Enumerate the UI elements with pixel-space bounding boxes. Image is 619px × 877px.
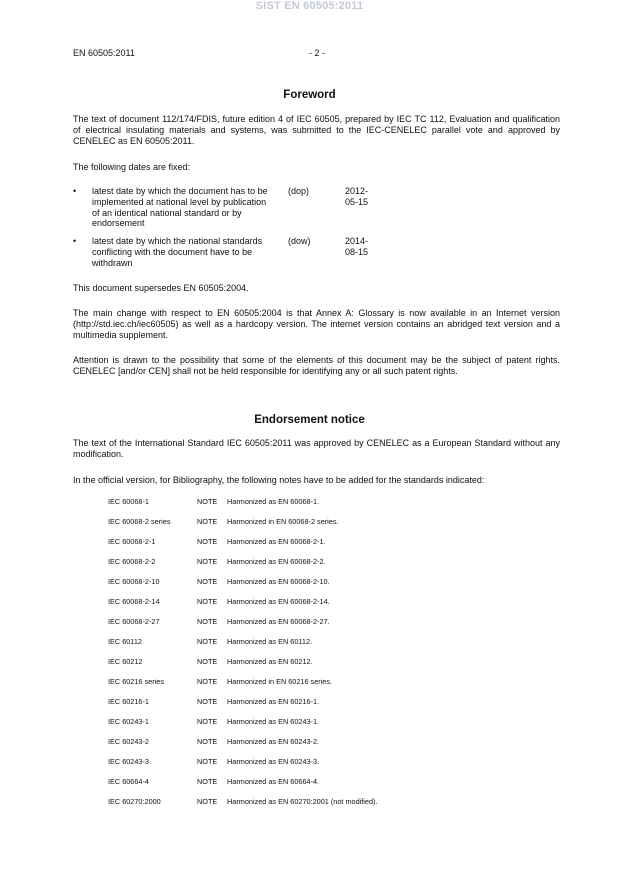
note-text: Harmonized as EN 60068-2-1. xyxy=(227,537,326,546)
note-label: NOTE xyxy=(197,737,218,746)
foreword-paragraph-2: The following dates are fixed: xyxy=(73,162,191,172)
note-text: Harmonized as EN 60068-2-2. xyxy=(227,557,326,566)
foreword-paragraph-4: The main change with respect to EN 60505:2004 is that Annex A: Glossary is now available in an Internet version (http://std.iec.ch/iec60505) as well as a hardcopy version. The internet version contains an abridged text version and a multimedia supplement. xyxy=(73,308,560,340)
endorsement-paragraph-2: In the official version, for Bibliography, the following notes have to be added for the standards indicated: xyxy=(73,475,485,485)
note-label: NOTE xyxy=(197,757,218,766)
header-doc-id: EN 60505:2011 xyxy=(73,48,135,58)
note-text: Harmonized as EN 60243-3. xyxy=(227,757,320,766)
note-label: NOTE xyxy=(197,497,218,506)
foreword-paragraph-5: Attention is drawn to the possibility that some of the elements of this document may be the subject of patent rights. CENELEC [and/or CEN] shall not be held responsible for identifying any or all such patent rights. xyxy=(73,355,560,376)
note-label: NOTE xyxy=(197,697,218,706)
bullet-marker: • xyxy=(73,186,77,196)
note-label: NOTE xyxy=(197,777,218,786)
date-item-text: latest date by which the document has to be implemented at national level by publication of an identical national standard or by endorsement xyxy=(92,186,268,229)
note-text: Harmonized as EN 60068-2-10. xyxy=(227,577,330,586)
note-text: Harmonized as EN 60243-2. xyxy=(227,737,320,746)
note-standard: IEC 60068-2-1 xyxy=(108,537,156,546)
note-label: NOTE xyxy=(197,537,218,546)
note-standard: IEC 60068-1 xyxy=(108,497,149,506)
date-item-date: 2014-08-15 xyxy=(345,236,369,257)
note-label: NOTE xyxy=(197,577,218,586)
watermark: SIST EN 60505:2011 xyxy=(255,0,364,12)
note-standard: IEC 60216 series xyxy=(108,677,164,686)
note-text: Harmonized as EN 60212. xyxy=(227,657,313,666)
date-item-text: latest date by which the national standards conflicting with the document have to be withdrawn xyxy=(92,236,263,268)
note-standard: IEC 60270:2000 xyxy=(108,797,161,806)
note-text: Harmonized in EN 60068-2 series. xyxy=(227,517,339,526)
note-text: Harmonized as EN 60664-4. xyxy=(227,777,320,786)
endorsement-title: Endorsement notice xyxy=(254,414,365,426)
note-text: Harmonized as EN 60270:2001 (not modified). xyxy=(227,797,378,806)
endorsement-paragraph-1: The text of the International Standard IEC 60505:2011 was approved by CENELEC as a European Standard without any modification. xyxy=(73,438,560,459)
note-standard: IEC 60068-2 series xyxy=(108,517,171,526)
note-label: NOTE xyxy=(197,637,218,646)
note-standard: IEC 60243-2 xyxy=(108,737,149,746)
note-standard: IEC 60212 xyxy=(108,657,143,666)
note-text: Harmonized in EN 60216 series. xyxy=(227,677,333,686)
note-standard: IEC 60112 xyxy=(108,637,142,646)
foreword-title: Foreword xyxy=(283,89,336,101)
foreword-paragraph-3: This document supersedes EN 60505:2004. xyxy=(73,283,249,293)
note-standard: IEC 60664-4 xyxy=(108,777,149,786)
note-label: NOTE xyxy=(197,597,218,606)
note-label: NOTE xyxy=(197,557,218,566)
note-label: NOTE xyxy=(197,617,218,626)
note-standard: IEC 60243-3 xyxy=(108,757,149,766)
date-item-date: 2012-05-15 xyxy=(345,186,369,207)
note-text: Harmonized as EN 60216-1. xyxy=(227,697,320,706)
note-standard: IEC 60068-2-2 xyxy=(108,557,156,566)
note-label: NOTE xyxy=(197,797,218,806)
note-standard: IEC 60068-2-27 xyxy=(108,617,160,626)
note-label: NOTE xyxy=(197,677,218,686)
foreword-paragraph-1: The text of document 112/174/FDIS, future edition 4 of IEC 60505, prepared by IEC TC 112, Evaluation and qualification of electrical insulating materials and systems, was submitted to the IEC-CENELEC parallel vote and approved by CENELEC as EN 60505:2011. xyxy=(73,114,560,146)
date-item-code: (dow) xyxy=(288,236,311,246)
note-text: Harmonized as EN 60068-2-14. xyxy=(227,597,330,606)
note-label: NOTE xyxy=(197,657,218,666)
note-text: Harmonized as EN 60068-1. xyxy=(227,497,320,506)
note-standard: IEC 60216-1 xyxy=(108,697,149,706)
bullet-marker: • xyxy=(73,236,77,246)
note-label: NOTE xyxy=(197,517,218,526)
note-text: Harmonized as EN 60112. xyxy=(227,637,313,646)
note-text: Harmonized as EN 60068-2-27. xyxy=(227,617,330,626)
note-text: Harmonized as EN 60243-1. xyxy=(227,717,320,726)
note-standard: IEC 60068-2-14 xyxy=(108,597,160,606)
header-page-number: - 2 - xyxy=(309,48,326,58)
note-label: NOTE xyxy=(197,717,218,726)
note-standard: IEC 60243-1 xyxy=(108,717,149,726)
note-standard: IEC 60068-2-10 xyxy=(108,577,160,586)
date-item-code: (dop) xyxy=(288,186,310,196)
